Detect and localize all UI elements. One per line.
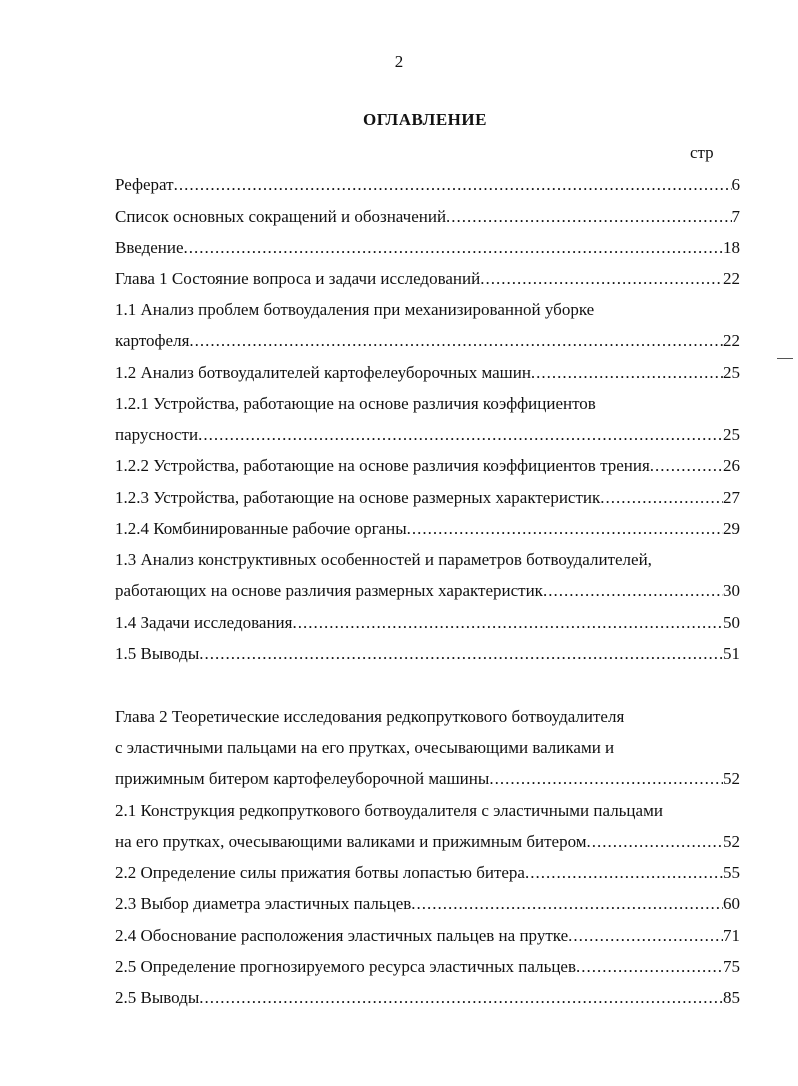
toc-entry [115, 174, 740, 196]
toc-entry-page: 29 [723, 519, 740, 538]
toc-entry-title: 1.1 Анализ проблем ботвоудаления при механизированной уборке [115, 300, 595, 319]
toc-entry [115, 455, 740, 477]
toc-entry [115, 956, 740, 978]
toc-entry [115, 424, 740, 446]
toc-entry-title: 1.4 Задачи исследования [115, 613, 293, 632]
toc-dot-leader [446, 206, 731, 228]
toc-entry [115, 612, 740, 634]
toc-entry-page: 22 [723, 269, 740, 288]
toc-dot-leader [525, 862, 723, 884]
toc-entry [115, 518, 740, 540]
toc-entry-title: 2.5 Определение прогнозируемого ресурса эластичных пальцев [115, 957, 576, 976]
toc-entry-title: 1.2.4 Комбинированные рабочие органы [115, 519, 407, 538]
toc-entry-title: 2.5 Выводы [115, 988, 200, 1007]
toc-entry-page: 60 [723, 894, 740, 913]
toc-entry-title: 2.1 Конструкция редкопруткового ботвоудалителя с эластичными пальцами [115, 801, 663, 820]
toc-entry-page: 50 [723, 613, 740, 632]
toc-dot-leader [199, 987, 723, 1009]
toc-entry-page: 52 [723, 832, 740, 851]
toc-entry-page: 22 [723, 331, 740, 350]
toc-dot-leader [650, 455, 723, 477]
toc-entry-page: 52 [723, 769, 740, 788]
toc-dot-leader [198, 424, 723, 446]
toc-entry-title: картофеля [115, 331, 190, 350]
toc-entry-page: 26 [723, 456, 740, 475]
toc-dot-leader [568, 925, 723, 947]
toc-entry-page: 6 [731, 175, 740, 194]
page-column-label: стр [690, 143, 714, 162]
toc-entry-title: Глава 1 Состояние вопроса и задачи исследований [115, 269, 481, 288]
toc-entry-title: 1.2.2 Устройства, работающие на основе различия коэффициентов трения [115, 456, 650, 475]
toc-dot-leader [407, 518, 723, 540]
toc-entry-title: 2.3 Выбор диаметра эластичных пальцев [115, 894, 412, 913]
toc-entry [115, 330, 740, 352]
toc-dot-leader [411, 893, 723, 915]
toc-entry [115, 206, 740, 228]
toc-entry-page: 75 [723, 957, 740, 976]
toc-entry-title: Введение [115, 238, 184, 257]
toc-entry [115, 800, 740, 822]
toc-entry-title: 1.2.3 Устройства, работающие на основе размерных характеристик [115, 488, 601, 507]
toc-entry-title: Глава 2 Теоретические исследования редкопруткового ботвоудалителя [115, 707, 625, 726]
toc-entry-page: 7 [731, 207, 740, 226]
toc-entry [115, 643, 740, 665]
toc-entry-page: 51 [723, 644, 740, 663]
toc-dot-leader [587, 831, 723, 853]
toc-dot-leader [543, 580, 723, 602]
toc-entry [115, 580, 740, 602]
toc-entry-title: парусности [115, 425, 199, 444]
page-title: ОГЛАВЛЕНИЕ [363, 110, 487, 129]
toc-dot-leader [480, 268, 723, 290]
toc-entry-page: 27 [723, 488, 740, 507]
toc-dot-leader [189, 330, 723, 352]
toc-entry-page: 30 [723, 581, 740, 600]
toc-entry-title: Список основных сокращений и обозначений [115, 207, 447, 226]
toc-entry [115, 299, 740, 321]
toc-dot-leader [184, 237, 723, 259]
toc-entry [115, 737, 740, 759]
toc-entry-title: 1.2 Анализ ботвоудалителей картофелеуборочных машин [115, 363, 531, 382]
toc-entry [115, 706, 740, 728]
toc-entry-title: 2.4 Обоснование расположения эластичных пальцев на прутке [115, 926, 569, 945]
toc-entry-page: 55 [723, 863, 740, 882]
toc-entry [115, 237, 740, 259]
margin-mark [777, 358, 793, 359]
toc-entry [115, 362, 740, 384]
toc-dot-leader [531, 362, 723, 384]
toc-entry-title: 1.3 Анализ конструктивных особенностей и параметров ботвоудалителей, [115, 550, 652, 569]
toc-entry [115, 862, 740, 884]
toc-entry-title: с эластичными пальцами на его прутках, очесывающими валиками и [115, 738, 615, 757]
toc-entry [115, 393, 740, 415]
toc-dot-leader [174, 174, 732, 196]
page-number: 2 [394, 52, 404, 71]
toc-entry [115, 925, 740, 947]
toc-entry [115, 893, 740, 915]
toc-entry [115, 487, 740, 509]
toc-entry [115, 831, 740, 853]
toc-entry-page: 71 [723, 926, 740, 945]
toc-entry-title: 1.2.1 Устройства, работающие на основе различия коэффициентов [115, 394, 596, 413]
toc-entry [115, 268, 740, 290]
toc-entry [115, 549, 740, 571]
toc-entry-page: 25 [723, 363, 740, 382]
toc-entry [115, 768, 740, 790]
toc-entry-page: 25 [723, 425, 740, 444]
toc-entry-title: 2.2 Определение силы прижатия ботвы лопастью битера [115, 863, 525, 882]
toc-dot-leader [292, 612, 723, 634]
toc-dot-leader [199, 643, 723, 665]
toc-dot-leader [489, 768, 723, 790]
toc-entry-title: Реферат [115, 175, 174, 194]
toc-dot-leader [600, 487, 723, 509]
toc-entry-title: работающих на основе различия размерных характеристик [115, 581, 543, 600]
toc-entry-title: на его прутках, очесывающими валиками и прижимным битером [115, 832, 587, 851]
toc-dot-leader [576, 956, 723, 978]
toc-entry-title: 1.5 Выводы [115, 644, 200, 663]
toc-entry-page: 18 [723, 238, 740, 257]
toc-entry-title: прижимным битером картофелеуборочной машины [115, 769, 490, 788]
toc-entry-page: 85 [723, 988, 740, 1007]
toc-entry [115, 987, 740, 1009]
